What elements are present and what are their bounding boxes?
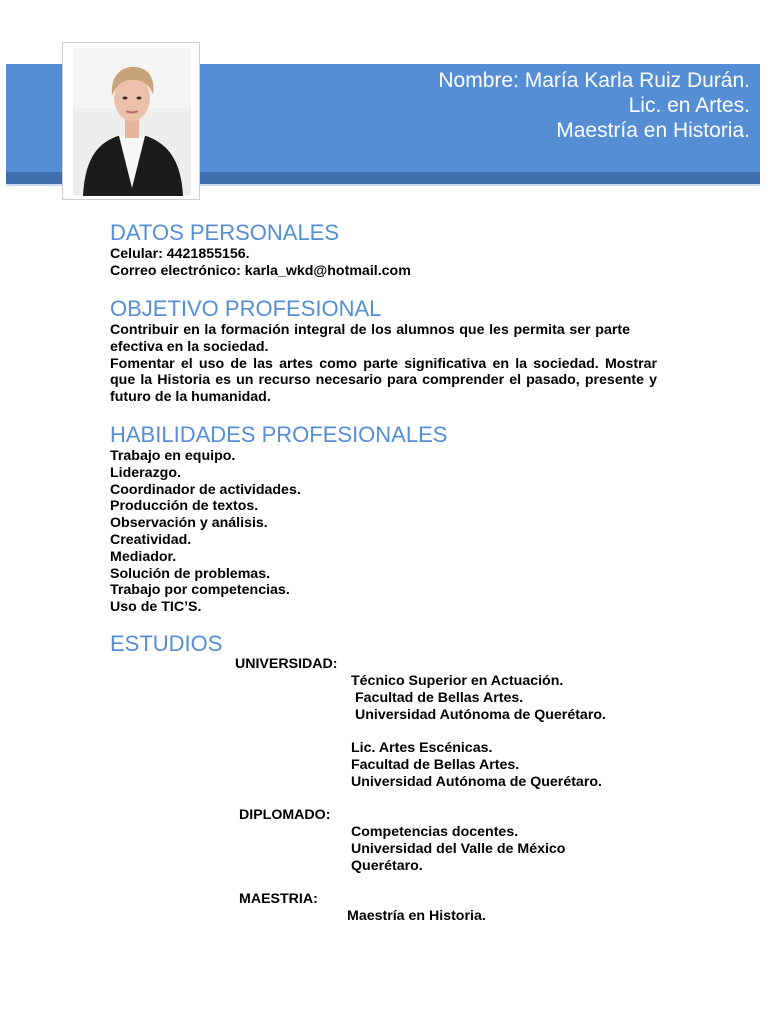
objective-paragraph-1: Contribuir en la formación integral de los alumnos que les permita ser parte efectiva en la sociedad. bbox=[110, 322, 630, 355]
tsu-faculty: Facultad de Bellas Artes. bbox=[355, 690, 524, 706]
phone-text: Celular: 4421855156. bbox=[110, 246, 250, 262]
tsu-university: Universidad Autónoma de Querétaro. bbox=[355, 707, 606, 723]
diploma-city: Querétaro. bbox=[351, 858, 423, 874]
skills-title: HABILIDADES PROFESIONALES bbox=[110, 422, 448, 447]
portrait-photo bbox=[73, 48, 191, 196]
objective-section bbox=[110, 296, 657, 406]
lic-university: Universidad Autónoma de Querétaro. bbox=[351, 774, 602, 790]
skill-item: Uso de TIC’S. bbox=[110, 599, 202, 616]
name-line: Nombre: María Karla Ruiz Durán. bbox=[438, 69, 750, 92]
master-degree: Maestría en Historia. bbox=[347, 908, 486, 924]
skills-section bbox=[110, 422, 447, 616]
skill-item: Observación y análisis. bbox=[110, 515, 268, 532]
diploma-university: Universidad del Valle de México bbox=[351, 841, 566, 857]
studies-section bbox=[110, 631, 222, 657]
objective-title: OBJETIVO PROFESIONAL bbox=[110, 296, 382, 321]
lic-faculty: Facultad de Bellas Artes. bbox=[351, 757, 520, 773]
master-line: Maestría en Historia. bbox=[556, 119, 750, 142]
skill-item: Producción de textos. bbox=[110, 498, 259, 515]
personal-title: DATOS PERSONALES bbox=[110, 220, 340, 245]
diploma-label: DIPLOMADO: bbox=[239, 807, 331, 823]
master-label: MAESTRIA: bbox=[239, 891, 318, 907]
skill-item: Trabajo en equipo. bbox=[110, 448, 236, 464]
diploma-title: Competencias docentes. bbox=[351, 824, 519, 840]
email-text: Correo electrónico: karla_wkd@hotmail.com bbox=[110, 262, 411, 279]
skill-item: Liderazgo. bbox=[110, 464, 181, 481]
tsu-degree: Técnico Superior en Actuación. bbox=[351, 673, 564, 689]
lic-degree: Lic. Artes Escénicas. bbox=[351, 740, 493, 756]
skill-item: Solución de problemas. bbox=[110, 565, 271, 582]
skill-item: Trabajo por competencias. bbox=[110, 582, 290, 599]
studies-title: ESTUDIOS bbox=[110, 631, 223, 656]
skill-item: Creatividad. bbox=[110, 531, 192, 548]
degree-line: Lic. en Artes. bbox=[628, 94, 750, 117]
objective-paragraph-2: Fomentar el uso de las artes como parte significativa en la sociedad. Mostrar que la Historia es un recurso necesario para comprender el pasado, presente y futuro de la humanidad. bbox=[110, 355, 657, 406]
skill-item: Coordinador de actividades. bbox=[110, 481, 301, 498]
personal-section bbox=[110, 220, 411, 280]
header-text bbox=[438, 68, 750, 143]
portrait-frame bbox=[62, 42, 200, 200]
university-label: UNIVERSIDAD: bbox=[235, 656, 338, 672]
skill-item: Mediador. bbox=[110, 548, 177, 565]
